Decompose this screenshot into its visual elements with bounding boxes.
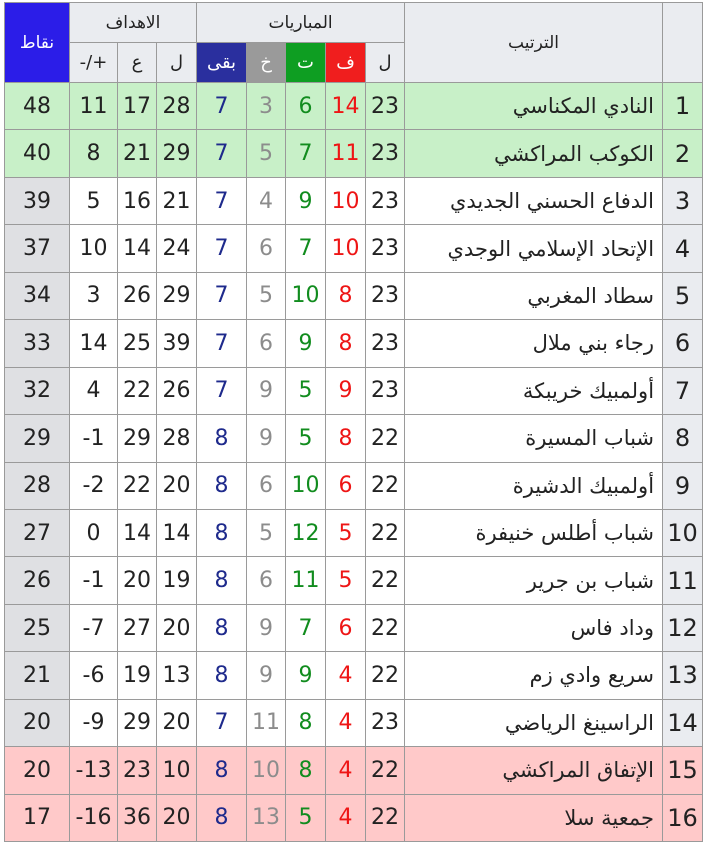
goals-for-cell: 14 <box>157 509 197 556</box>
table-row <box>5 320 703 367</box>
goals-against-header: ع <box>118 43 157 83</box>
points-cell: 20 <box>5 747 70 794</box>
remaining-cell: 7 <box>197 699 247 746</box>
goals-against-cell: 23 <box>118 747 157 794</box>
goals-for-cell: 21 <box>157 177 197 224</box>
goals-for-cell: 28 <box>157 415 197 462</box>
points-cell: 17 <box>5 794 70 841</box>
goals-for-cell: 20 <box>157 604 197 651</box>
goal-diff-cell: 5 <box>70 177 118 224</box>
lost-cell: 10 <box>326 177 366 224</box>
goals-against-cell: 14 <box>118 225 157 272</box>
goals-against-cell: 29 <box>118 699 157 746</box>
goal-diff-cell: 16- <box>70 794 118 841</box>
goals-against-cell: 29 <box>118 415 157 462</box>
team-name: شباب المسيرة <box>405 415 663 462</box>
remaining-cell: 7 <box>197 83 247 130</box>
remaining-cell: 8 <box>197 747 247 794</box>
won-cell: 11 <box>286 557 326 604</box>
played-cell: 23 <box>366 225 405 272</box>
team-name: جمعية سلا <box>405 794 663 841</box>
team-name: النادي المكناسي <box>405 83 663 130</box>
table-row <box>5 462 703 509</box>
drawn-cell: 5 <box>247 509 286 556</box>
rank-cell: 16 <box>663 794 703 841</box>
won-cell: 8 <box>286 747 326 794</box>
played-cell: 22 <box>366 747 405 794</box>
points-cell: 33 <box>5 320 70 367</box>
points-cell: 25 <box>5 604 70 651</box>
drawn-cell: 3 <box>247 83 286 130</box>
drawn-header: خ <box>247 43 286 83</box>
rank-cell: 2 <box>663 130 703 177</box>
goals-for-cell: 20 <box>157 462 197 509</box>
drawn-cell: 13 <box>247 794 286 841</box>
rank-cell: 13 <box>663 652 703 699</box>
rank-cell: 7 <box>663 367 703 414</box>
goal-diff-cell: 6- <box>70 652 118 699</box>
rank-cell: 1 <box>663 83 703 130</box>
rank-cell: 10 <box>663 509 703 556</box>
team-name: أولمبيك خريبكة <box>405 367 663 414</box>
points-cell: 26 <box>5 557 70 604</box>
table-row <box>5 509 703 556</box>
played-cell: 23 <box>366 367 405 414</box>
standings-table <box>4 2 703 842</box>
lost-cell: 4 <box>326 747 366 794</box>
goals-against-cell: 17 <box>118 83 157 130</box>
points-cell: 34 <box>5 272 70 319</box>
remaining-cell: 7 <box>197 177 247 224</box>
played-cell: 22 <box>366 794 405 841</box>
remaining-cell: 8 <box>197 557 247 604</box>
points-cell: 48 <box>5 83 70 130</box>
won-cell: 5 <box>286 415 326 462</box>
table-row <box>5 177 703 224</box>
won-cell: 9 <box>286 652 326 699</box>
won-cell: 5 <box>286 367 326 414</box>
won-cell: 6 <box>286 83 326 130</box>
table-row <box>5 604 703 651</box>
team-name: الكوكب المراكشي <box>405 130 663 177</box>
table-row <box>5 415 703 462</box>
lost-cell: 11 <box>326 130 366 177</box>
points-header: نقاط <box>5 3 70 83</box>
won-cell: 10 <box>286 272 326 319</box>
remaining-header: بقى <box>197 43 247 83</box>
played-cell: 22 <box>366 557 405 604</box>
drawn-cell: 9 <box>247 415 286 462</box>
drawn-cell: 6 <box>247 557 286 604</box>
won-cell: 7 <box>286 130 326 177</box>
won-cell: 8 <box>286 699 326 746</box>
goal-diff-cell: 0 <box>70 509 118 556</box>
rank-cell: 14 <box>663 699 703 746</box>
points-cell: 27 <box>5 509 70 556</box>
played-cell: 22 <box>366 652 405 699</box>
drawn-cell: 9 <box>247 604 286 651</box>
goals-for-cell: 19 <box>157 557 197 604</box>
played-header: ل <box>366 43 405 83</box>
goals-for-cell: 28 <box>157 83 197 130</box>
rank-cell: 5 <box>663 272 703 319</box>
drawn-cell: 9 <box>247 367 286 414</box>
remaining-cell: 7 <box>197 367 247 414</box>
points-cell: 40 <box>5 130 70 177</box>
remaining-cell: 8 <box>197 462 247 509</box>
team-name: سريع وادي زم <box>405 652 663 699</box>
goal-diff-header: +/- <box>70 43 118 83</box>
drawn-cell: 6 <box>247 320 286 367</box>
points-cell: 20 <box>5 699 70 746</box>
played-cell: 22 <box>366 462 405 509</box>
played-cell: 22 <box>366 509 405 556</box>
played-cell: 23 <box>366 699 405 746</box>
won-cell: 9 <box>286 320 326 367</box>
goals-against-cell: 22 <box>118 367 157 414</box>
won-cell: 12 <box>286 509 326 556</box>
points-cell: 28 <box>5 462 70 509</box>
points-cell: 29 <box>5 415 70 462</box>
lost-cell: 6 <box>326 462 366 509</box>
team-name: الراسينغ الرياضي <box>405 699 663 746</box>
remaining-cell: 8 <box>197 509 247 556</box>
table-row <box>5 367 703 414</box>
remaining-cell: 8 <box>197 652 247 699</box>
goals-header: الاهداف <box>70 3 197 43</box>
goals-for-cell: 39 <box>157 320 197 367</box>
lost-cell: 9 <box>326 367 366 414</box>
table-row <box>5 272 703 319</box>
table-row <box>5 83 703 130</box>
goals-against-cell: 20 <box>118 557 157 604</box>
won-cell: 10 <box>286 462 326 509</box>
goals-for-cell: 26 <box>157 367 197 414</box>
goals-for-cell: 20 <box>157 794 197 841</box>
won-header: ت <box>286 43 326 83</box>
goal-diff-cell: 9- <box>70 699 118 746</box>
lost-cell: 14 <box>326 83 366 130</box>
rank-column-header <box>663 3 703 83</box>
lost-cell: 8 <box>326 272 366 319</box>
played-cell: 22 <box>366 415 405 462</box>
team-name: الإتفاق المراكشي <box>405 747 663 794</box>
standing-header: الترتيب <box>405 3 663 83</box>
lost-cell: 8 <box>326 320 366 367</box>
rank-cell: 15 <box>663 747 703 794</box>
points-cell: 21 <box>5 652 70 699</box>
goals-against-cell: 25 <box>118 320 157 367</box>
header-row-groups <box>5 3 703 43</box>
drawn-cell: 11 <box>247 699 286 746</box>
rank-cell: 8 <box>663 415 703 462</box>
table-row <box>5 747 703 794</box>
points-cell: 32 <box>5 367 70 414</box>
goals-for-cell: 29 <box>157 130 197 177</box>
table-row <box>5 557 703 604</box>
team-name: شباب أطلس خنيفرة <box>405 509 663 556</box>
goals-against-cell: 26 <box>118 272 157 319</box>
drawn-cell: 9 <box>247 652 286 699</box>
goals-against-cell: 14 <box>118 509 157 556</box>
team-name: رجاء بني ملال <box>405 320 663 367</box>
goals-for-cell: 29 <box>157 272 197 319</box>
team-name: وداد فاس <box>405 604 663 651</box>
table-row <box>5 794 703 841</box>
goals-for-header: ل <box>157 43 197 83</box>
goal-diff-cell: 7- <box>70 604 118 651</box>
drawn-cell: 6 <box>247 462 286 509</box>
goal-diff-cell: 4 <box>70 367 118 414</box>
drawn-cell: 10 <box>247 747 286 794</box>
lost-cell: 6 <box>326 604 366 651</box>
lost-cell: 4 <box>326 794 366 841</box>
goals-against-cell: 36 <box>118 794 157 841</box>
drawn-cell: 5 <box>247 130 286 177</box>
rank-cell: 11 <box>663 557 703 604</box>
table-row <box>5 130 703 177</box>
goals-for-cell: 24 <box>157 225 197 272</box>
lost-cell: 4 <box>326 652 366 699</box>
played-cell: 23 <box>366 320 405 367</box>
lost-cell: 8 <box>326 415 366 462</box>
points-cell: 39 <box>5 177 70 224</box>
won-cell: 7 <box>286 225 326 272</box>
won-cell: 9 <box>286 177 326 224</box>
remaining-cell: 8 <box>197 794 247 841</box>
remaining-cell: 7 <box>197 130 247 177</box>
table-row <box>5 652 703 699</box>
drawn-cell: 4 <box>247 177 286 224</box>
won-cell: 5 <box>286 794 326 841</box>
goal-diff-cell: 10 <box>70 225 118 272</box>
lost-header: ف <box>326 43 366 83</box>
goals-against-cell: 19 <box>118 652 157 699</box>
rank-cell: 9 <box>663 462 703 509</box>
team-name: سطاد المغربي <box>405 272 663 319</box>
goal-diff-cell: 11 <box>70 83 118 130</box>
matches-header: المباريات <box>197 3 405 43</box>
rank-cell: 3 <box>663 177 703 224</box>
goal-diff-cell: 1- <box>70 415 118 462</box>
standings-body <box>5 83 703 842</box>
drawn-cell: 6 <box>247 225 286 272</box>
goals-for-cell: 10 <box>157 747 197 794</box>
remaining-cell: 7 <box>197 225 247 272</box>
remaining-cell: 7 <box>197 320 247 367</box>
goal-diff-cell: 14 <box>70 320 118 367</box>
rank-cell: 4 <box>663 225 703 272</box>
goal-diff-cell: 1- <box>70 557 118 604</box>
remaining-cell: 8 <box>197 415 247 462</box>
lost-cell: 4 <box>326 699 366 746</box>
lost-cell: 5 <box>326 509 366 556</box>
rank-cell: 12 <box>663 604 703 651</box>
table-row <box>5 225 703 272</box>
team-name: أولمبيك الدشيرة <box>405 462 663 509</box>
goals-against-cell: 27 <box>118 604 157 651</box>
lost-cell: 10 <box>326 225 366 272</box>
won-cell: 7 <box>286 604 326 651</box>
goals-against-cell: 21 <box>118 130 157 177</box>
team-name: الإتحاد الإسلامي الوجدي <box>405 225 663 272</box>
played-cell: 23 <box>366 130 405 177</box>
goals-against-cell: 22 <box>118 462 157 509</box>
goal-diff-cell: 3 <box>70 272 118 319</box>
played-cell: 23 <box>366 83 405 130</box>
drawn-cell: 5 <box>247 272 286 319</box>
remaining-cell: 7 <box>197 272 247 319</box>
played-cell: 23 <box>366 272 405 319</box>
team-name: شباب بن جرير <box>405 557 663 604</box>
points-cell: 37 <box>5 225 70 272</box>
goals-against-cell: 16 <box>118 177 157 224</box>
goal-diff-cell: 8 <box>70 130 118 177</box>
played-cell: 23 <box>366 177 405 224</box>
goal-diff-cell: 13- <box>70 747 118 794</box>
table-row <box>5 699 703 746</box>
played-cell: 22 <box>366 604 405 651</box>
team-name: الدفاع الحسني الجديدي <box>405 177 663 224</box>
rank-cell: 6 <box>663 320 703 367</box>
goal-diff-cell: 2- <box>70 462 118 509</box>
goals-for-cell: 20 <box>157 699 197 746</box>
lost-cell: 5 <box>326 557 366 604</box>
goals-for-cell: 13 <box>157 652 197 699</box>
remaining-cell: 8 <box>197 604 247 651</box>
